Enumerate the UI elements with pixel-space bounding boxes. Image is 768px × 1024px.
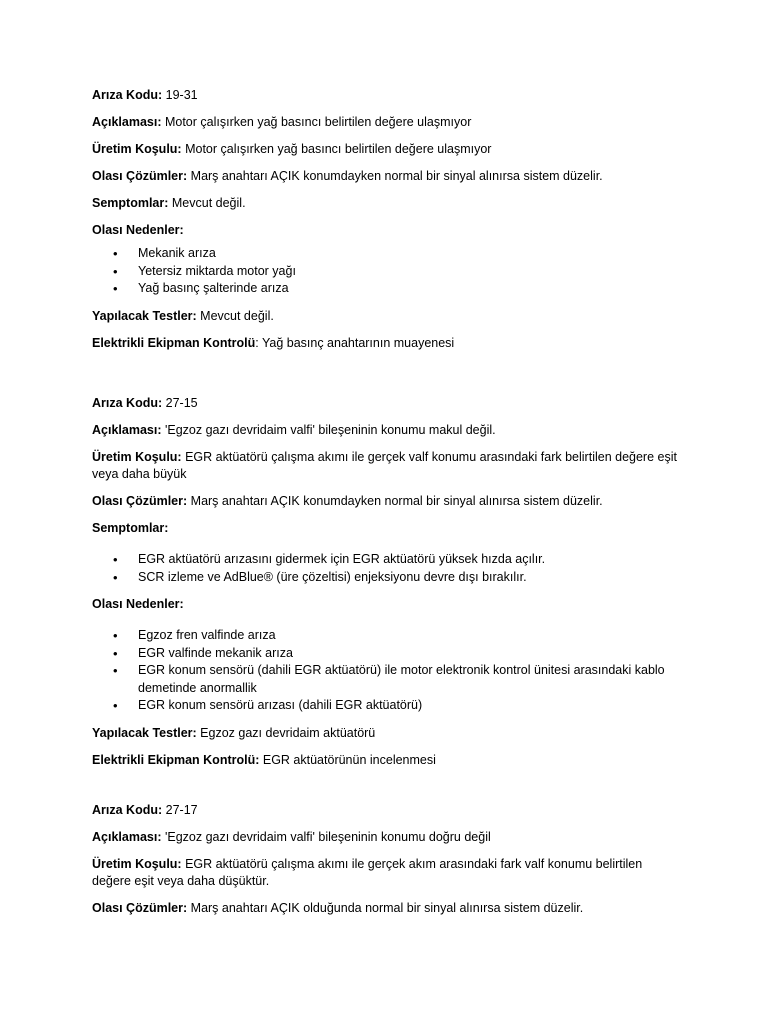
possible-solutions (92, 168, 682, 185)
bullet-icon: • (113, 698, 118, 713)
electrical-check-label: Elektrikli Ekipman Kontrolü (92, 335, 256, 350)
list-item (92, 280, 682, 298)
production-condition (92, 449, 682, 483)
possible-causes-label: Olası Nedenler: (92, 223, 184, 237)
fault-code (92, 395, 682, 412)
symptoms (92, 520, 682, 537)
list-item (92, 569, 682, 587)
symptoms-label: Semptomlar: (92, 521, 169, 535)
fault-code-label: Arıza Kodu: (92, 88, 163, 102)
production-condition (92, 141, 682, 158)
bullet-icon: • (113, 645, 118, 661)
production-condition-value: EGR aktüatörü çalışma akımı ile gerçek akım arasındaki fark valf konumu belirtilen değere eşit veya daha düşüktür. (92, 857, 643, 888)
description (92, 422, 682, 439)
tests-label: Yapılacak Testler: (92, 725, 197, 740)
fault-code-value: 19-31 (165, 88, 198, 102)
fault-code-label: Arıza Kodu: (92, 803, 163, 817)
description-label: Açıklaması: (92, 115, 162, 129)
description (92, 114, 682, 131)
fault-code-label: Arıza Kodu: (92, 396, 163, 410)
tests-value: Mevcut değil. (200, 308, 274, 323)
fault-code (92, 802, 682, 819)
list-item-text: Yağ basınç şalterinde arıza (138, 281, 289, 295)
production-condition (92, 856, 682, 890)
electrical-check-value: EGR aktüatörünün incelenmesi (262, 752, 436, 767)
fault-entry-27-15 (92, 395, 682, 779)
list-item (92, 263, 682, 281)
possible-solutions (92, 493, 682, 510)
description-label: Açıklaması: (92, 830, 162, 844)
production-condition-label: Üretim Koşulu: (92, 142, 182, 156)
bullet-icon: • (113, 552, 118, 567)
possible-causes-label: Olası Nedenler: (92, 597, 184, 611)
symptoms (92, 195, 682, 212)
list-item-text: EGR konum sensörü (dahili EGR aktüatörü) ile motor elektronik kontrol ünitesi arasındaki kablo demetinde anormallik (138, 663, 665, 695)
list-item (92, 645, 682, 663)
possible-solutions-label: Olası Çözümler: (92, 901, 188, 915)
electrical-check (92, 335, 682, 352)
production-condition-label: Üretim Koşulu: (92, 450, 182, 464)
possible-causes-list (92, 245, 682, 298)
list-item-text: Yetersiz miktarda motor yağı (138, 263, 296, 278)
possible-causes (92, 222, 682, 239)
production-condition-value: EGR aktüatörü çalışma akımı ile gerçek valf konumu arasındaki fark belirtilen değere eşit veya daha büyük (92, 450, 677, 481)
bullet-icon: • (113, 246, 118, 261)
fault-entry-19-31 (92, 87, 682, 362)
fault-code (92, 87, 682, 104)
bullet-icon: • (113, 281, 118, 296)
list-item (92, 245, 682, 263)
list-item-text: Mekanik arıza (138, 246, 216, 260)
description-value: 'Egzoz gazı devridaim valfi' bileşeninin konumu doğru değil (164, 830, 491, 844)
symptoms-label: Semptomlar: (92, 196, 169, 210)
electrical-check (92, 752, 682, 769)
production-condition-label: Üretim Koşulu: (92, 857, 182, 871)
tests-value: Egzoz gazı devridaim aktüatörü (200, 725, 376, 740)
possible-causes-list (92, 627, 682, 715)
possible-solutions-label: Olası Çözümler: (92, 494, 188, 508)
fault-code-value: 27-17 (165, 803, 198, 817)
possible-causes (92, 596, 682, 613)
list-item-text: EGR valfinde mekanik arıza (138, 645, 293, 660)
possible-solutions (92, 900, 682, 917)
bullet-icon: • (113, 663, 118, 678)
tests-to-perform (92, 725, 682, 742)
tests-label: Yapılacak Testler: (92, 308, 197, 323)
list-item-text: Egzoz fren valfinde arıza (138, 628, 276, 642)
possible-solutions-value: Marş anahtarı AÇIK konumdayken normal bir sinyal alınırsa sistem düzelir. (190, 169, 603, 183)
list-item (92, 551, 682, 569)
description-label: Açıklaması: (92, 423, 162, 437)
production-condition-value: Motor çalışırken yağ basıncı belirtilen değere ulaşmıyor (185, 142, 492, 156)
list-item-text: EGR aktüatörü arızasını gidermek için EGR aktüatörü yüksek hızda açılır. (138, 552, 546, 566)
electrical-check-value: : Yağ basınç anahtarının muayenesi (255, 335, 455, 350)
electrical-check-label: Elektrikli Ekipman Kontrolü: (92, 752, 260, 767)
list-item (92, 662, 682, 697)
tests-to-perform (92, 308, 682, 325)
fault-code-value: 27-15 (165, 396, 198, 410)
possible-solutions-value: Marş anahtarı AÇIK olduğunda normal bir sinyal alınırsa sistem düzelir. (190, 901, 584, 915)
list-item-text: SCR izleme ve AdBlue® (üre çözeltisi) enjeksiyonu devre dışı bırakılır. (138, 569, 527, 584)
symptoms-list (92, 551, 682, 586)
possible-solutions-value: Marş anahtarı AÇIK konumdayken normal bir sinyal alınırsa sistem düzelir. (190, 494, 603, 508)
description (92, 829, 682, 846)
description-value: 'Egzoz gazı devridaim valfi' bileşeninin konumu makul değil. (164, 423, 496, 437)
bullet-icon: • (113, 628, 118, 643)
list-item-text: EGR konum sensörü arızası (dahili EGR aktüatörü) (138, 698, 423, 712)
bullet-icon: • (113, 569, 118, 585)
list-item (92, 697, 682, 715)
fault-entry-27-17 (92, 802, 682, 927)
description-value: Motor çalışırken yağ basıncı belirtilen değere ulaşmıyor (164, 115, 472, 129)
list-item (92, 627, 682, 645)
bullet-icon: • (113, 263, 118, 279)
possible-solutions-label: Olası Çözümler: (92, 169, 188, 183)
symptoms-value: Mevcut değil. (171, 196, 246, 210)
